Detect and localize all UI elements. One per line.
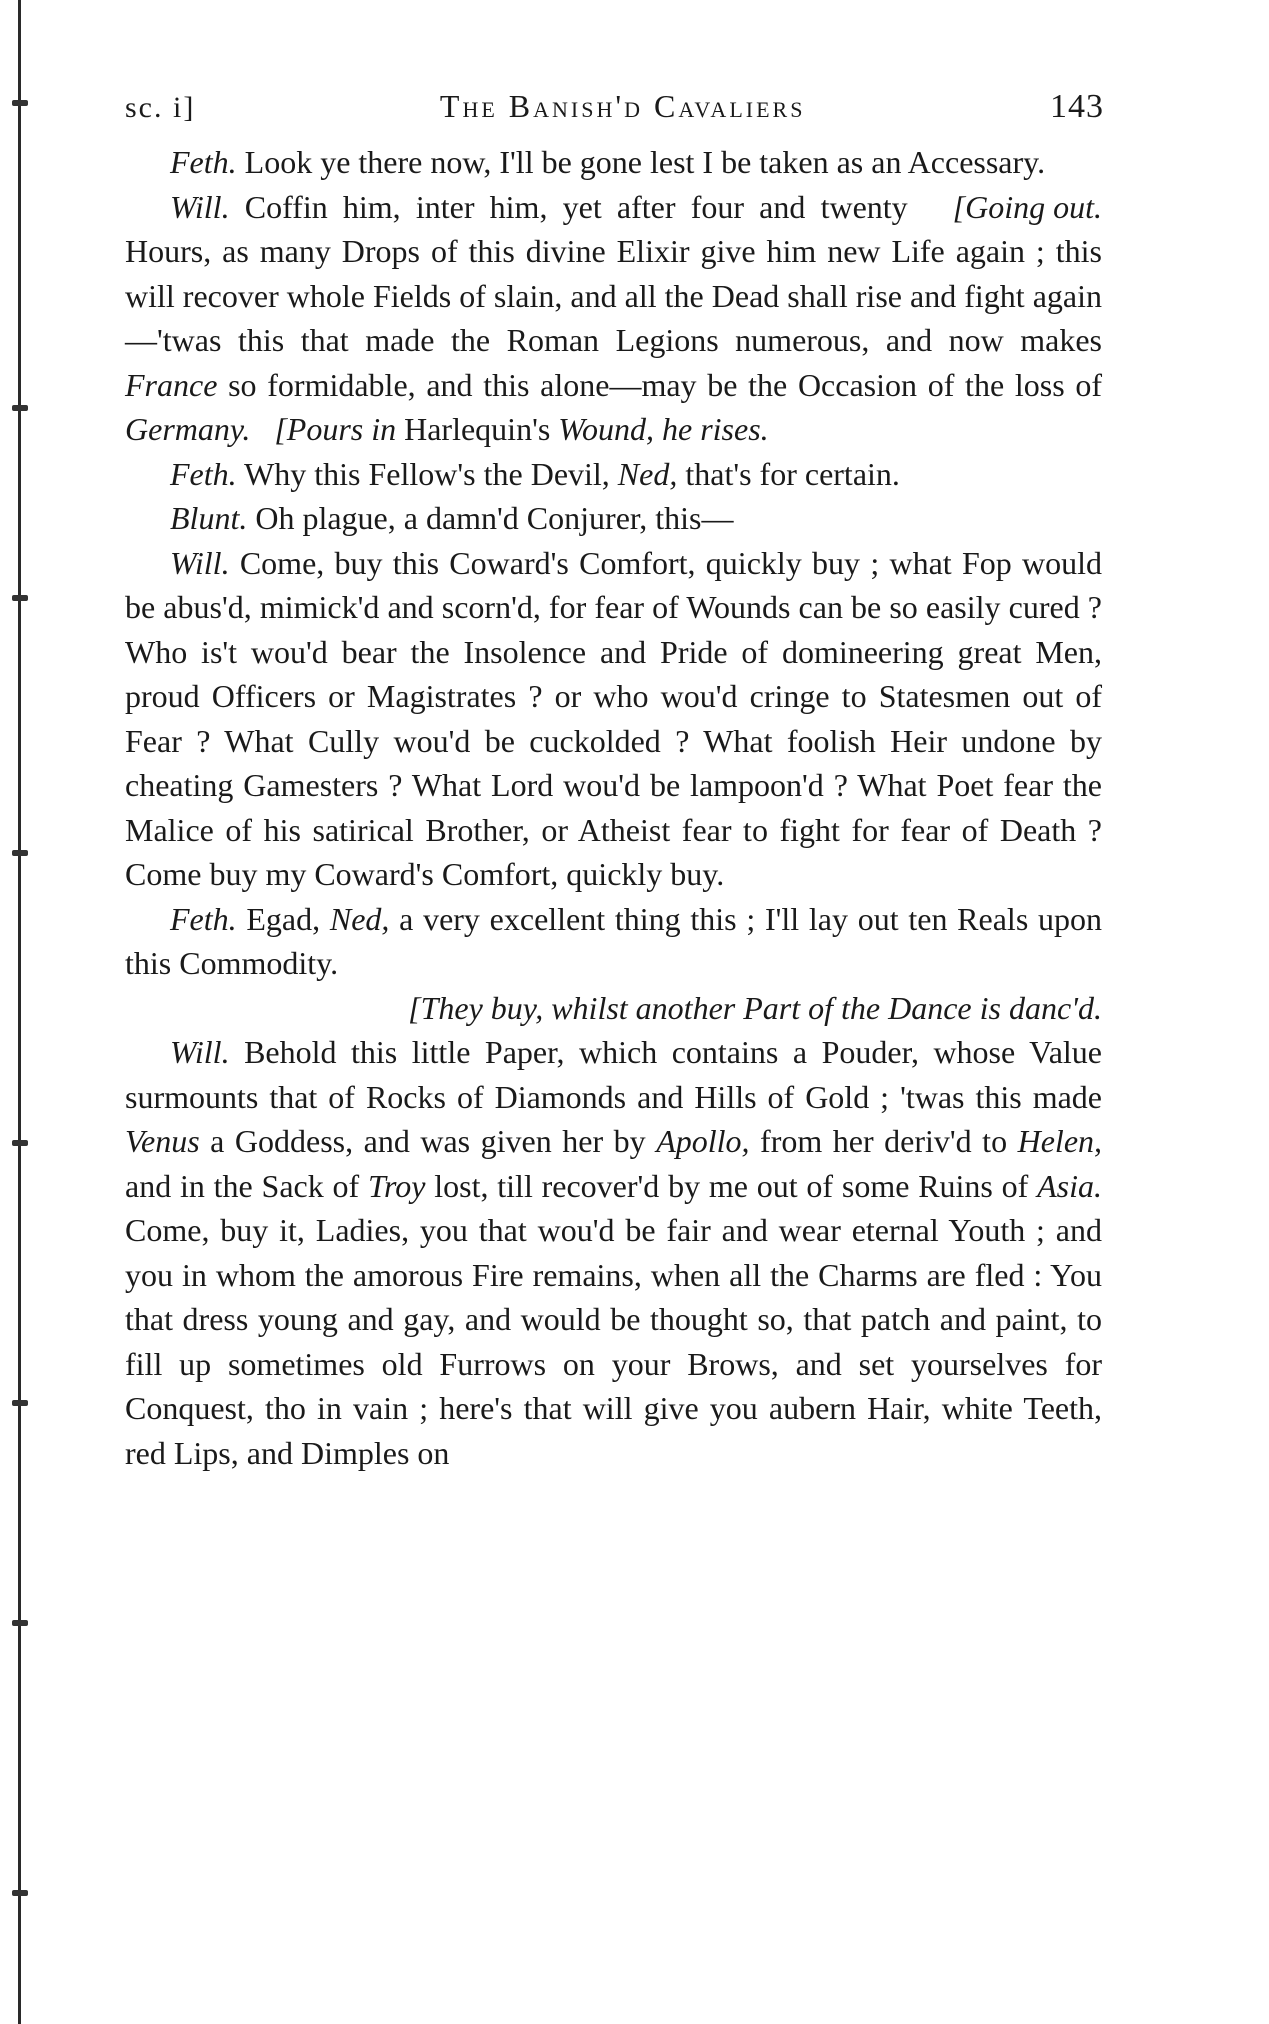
speaker-name: Feth. <box>170 144 237 180</box>
stage-direction-line <box>125 986 1102 1031</box>
speech-paragraph: Will. Coffin him, inter him, yet after four and twenty Hours, as many Drops of this divine Elixir give him new Life again ; this will recover whole Fields of slain, and all the Dead shall rise and fight again—'twas this that made the Roman Legions numerous, and now makes France so formidable, and this alone—may be the Occasion of the loss of Germany. [Pours in Harlequin's Wound, he rises. <box>125 188 1102 447</box>
speech-paragraph: Feth. Look ye there now, I'll be gone lest I be taken as an Accessary. [Going out. <box>170 144 1102 225</box>
margin-mark <box>12 595 28 601</box>
stage-direction: [They buy, whilst another Part of the Dance is danc'd. <box>408 989 1102 1026</box>
section-marker: sc. i] <box>125 91 196 124</box>
speaker-name: Feth. <box>170 900 237 937</box>
stage-direction: [Pours in <box>274 411 405 447</box>
margin-mark <box>12 1400 28 1406</box>
speaker-name: Blunt. <box>170 500 248 536</box>
speech-paragraph: Feth. Egad, Ned, a very excellent thing this ; I'll lay out ten Reals upon this Commodity. <box>125 900 1103 981</box>
margin-mark <box>12 850 28 856</box>
speech-paragraph: Blunt. Oh plague, a damn'd Conjurer, this— <box>170 500 734 536</box>
speech-paragraph: Feth. Why this Fellow's the Devil, Ned, that's for certain. <box>170 455 900 492</box>
speaker-name: Will. <box>170 544 230 581</box>
speaker-name: Feth. <box>170 455 237 492</box>
speaker-name: Will. <box>170 188 230 225</box>
margin-mark <box>12 1890 28 1896</box>
margin-mark <box>12 405 28 411</box>
page-body <box>125 140 1102 1475</box>
margin-mark <box>12 100 28 106</box>
speech-paragraph: Will. Behold this little Paper, which contains a Pouder, whose Value surmounts that of Rocks of Diamonds and Hills of Gold ; 'twas this made Venus a Goddess, and was given her by Apollo, from her deriv'd to Helen, and in the Sack of Troy lost, till recover'd by me out of some Ruins of Asia. Come, buy it, Ladies, you that wou'd be fair and wear eternal Youth ; and you in whom the amorous Fire remains, when all the Charms are fled : You that dress young and gay, and would be thought so, that patch and paint, to fill up sometimes old Furrows on your Brows, and set yourselves for Conquest, tho in vain ; here's that will give you aubern Hair, white Teeth, red Lips, and Dimples on <box>125 1034 1103 1471</box>
running-header <box>125 88 1104 140</box>
page-number: 143 <box>1050 88 1104 125</box>
stage-direction: Wound, he rises. <box>550 411 769 447</box>
margin-mark <box>12 1140 28 1146</box>
running-title: The Banish'd Cavaliers <box>439 88 806 124</box>
margin-mark <box>12 1620 28 1626</box>
speaker-name: Will. <box>170 1034 230 1070</box>
stage-direction: [Going out. <box>952 188 1102 225</box>
speech-paragraph: Will. Come, buy this Coward's Comfort, quickly buy ; what Fop would be abus'd, mimick'd and scorn'd, for fear of Wounds can be so easily cured ? Who is't wou'd bear the Insolence and Pride of domineering great Men, proud Officers or Magistrates ? or who wou'd cringe to Statesmen out of Fear ? What Cully wou'd be cuckolded ? What foolish Heir undone by cheating Gamesters ? What Lord wou'd be lampoon'd ? What Poet fear the Malice of his satirical Brother, or Atheist fear to fight for fear of Death ? Come buy my Coward's Comfort, quickly buy. <box>125 544 1102 892</box>
page-binding-edge <box>18 0 21 2024</box>
